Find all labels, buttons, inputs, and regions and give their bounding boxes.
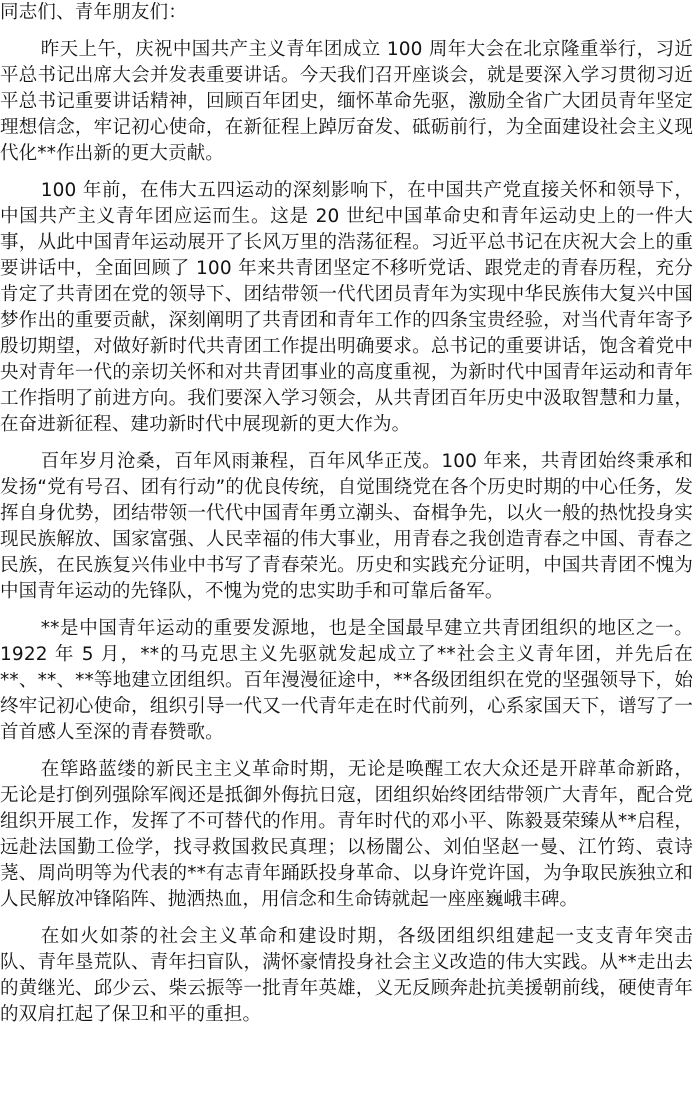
paragraph-4: **是中国青年运动的重要发源地，也是全国最早建立共青团组织的地区之一。1922 年 5 月，**的马克思主义先驱就发起成立了**社会主义青年团，并先后在**、**、**等地建立团组织。百年漫漫征途中，**各级团组织在党的坚强领导下，始终牢记初心使命，组织引导一代又一代青年走在时代前列，心系家国天下，谱写了一首首感人至深的青春赞歌。 — [0, 618, 693, 743]
greeting-line: 同志们、青年朋友们： — [0, 2, 188, 23]
paragraph-6: 在如火如荼的社会主义革命和建设时期，各级团组织组建起一支支青年突击队、青年垦荒队、青年扫盲队，满怀豪情投身社会主义改造的伟大实践。从**走出去的黄继光、邱少云、柴云振等一批青年英雄，义无反顾奔赴抗美援朝前线，硬使青年的双肩扛起了保卫和平的重担。 — [0, 926, 693, 1025]
paragraph-5: 在筚路蓝缕的新民主主义革命时期，无论是唤醒工农大众还是开辟革命新路，无论是打倒列强除军阀还是抵御外侮抗日寇，团组织始终团结带领广大青年，配合党组织开展工作，发挥了不可替代的作用。青年时代的邓小平、陈毅聂荣臻从**启程，远赴法国勤工俭学，找寻救国救民真理；以杨闇公、刘伯坚赵一曼、江竹筠、袁诗荛、周尚明等为代表的**有志青年踊跃投身革命、以身许党许国，为争取民族独立和人民解放冲锋陷阵、抛洒热血，用信念和生命铸就起一座座巍峨丰碑。 — [0, 759, 693, 910]
paragraph-1: 昨天上午，庆祝中国共产主义青年团成立 100 周年大会在北京隆重举行，习近平总书记出席大会并发表重要讲话。今天我们召开座谈会，就是要深入学习贯彻习近平总书记重要讲话精神，回顾百年团史，缅怀革命先驱，激励全省广大团员青年坚定理想信念，牢记初心使命，在新征程上踔厉奋发、砥砺前行，为全面建设社会主义现代化**作出新的更大贡献。 — [0, 39, 693, 164]
paragraph-2: 100 年前，在伟大五四运动的深刻影响下，在中国共产党直接关怀和领导下，中国共产主义青年团应运而生。这是 20 世纪中国革命史和青年运动史上的一件大事，从此中国青年运动展开了长风万里的浩荡征程。习近平总书记在庆祝大会上的重要讲话中，全面回顾了 100 年来共青团坚定不移听党话、跟党走的青春历程，充分肯定了共青团在党的领导下、团结带领一代代团员青年为实现中华民族伟大复兴中国梦作出的重要贡献，深刻阐明了共青团和青年工作的四条宝贵经验，对当代青年寄予殷切期望，对做好新时代共青团工作提出明确要求。总书记的重要讲话，饱含着党中央对青年一代的亲切关怀和对共青团事业的高度重视，为新时代中国青年运动和青年工作指明了前进方向。我们要深入学习领会，从共青团百年历史中汲取智慧和力量，在奋进新征程、建功新时代中展现新的更大作为。 — [0, 180, 693, 435]
paragraph-3: 百年岁月沧桑，百年风雨兼程，百年风华正茂。100 年来，共青团始终秉承和发扬“党有号召、团有行动”的优良传统，自觉围绕党在各个历史时期的中心任务，发挥自身优势，团结带领一代代中国青年勇立潮头、奋楫争先，以火一般的热忱投身实现民族解放、国家富强、人民幸福的伟大事业，用青春之我创造青春之中国、青春之民族，在民族复兴伟业中书写了青春荣光。历史和实践充分证明，中国共青团不愧为中国青年运动的先锋队，不愧为党的忠实助手和可靠后备军。 — [0, 451, 693, 602]
